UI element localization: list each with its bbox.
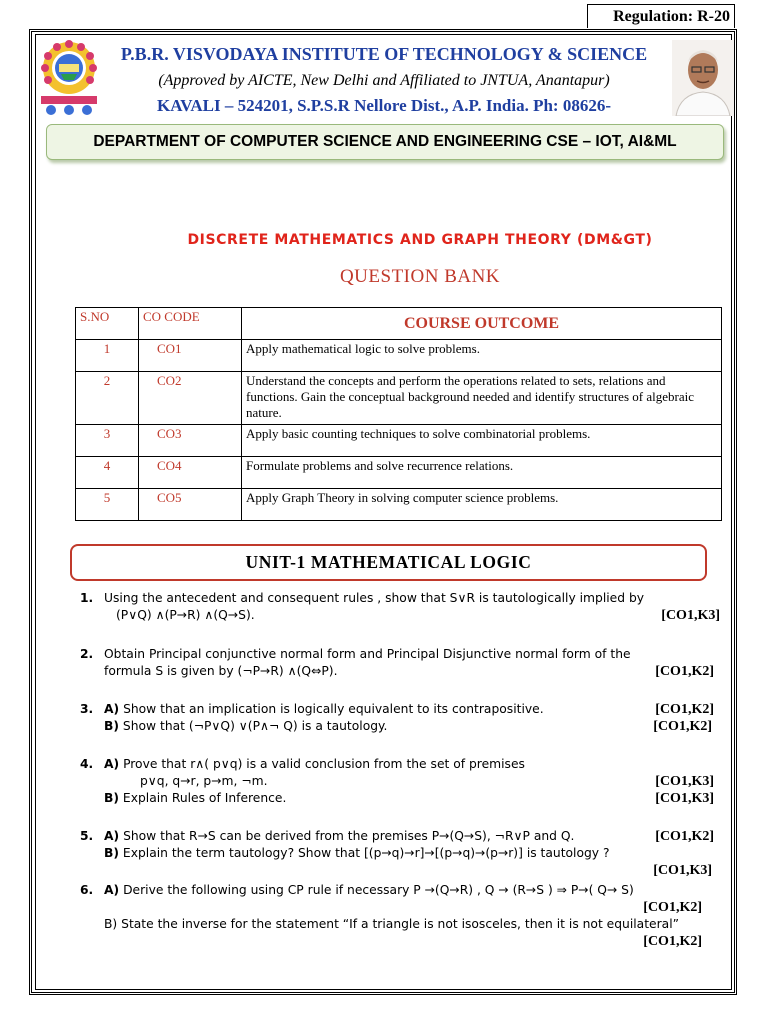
table-row [76, 489, 722, 521]
row-outcome: Apply Graph Theory in solving computer science problems. [242, 489, 722, 521]
question-number: 6. [80, 883, 94, 897]
question-3 [80, 701, 720, 735]
course-outcome-table [75, 307, 722, 521]
co-tag-b: [CO1,K2] [653, 719, 712, 734]
question-6 [80, 882, 720, 949]
part-a-text: Show that R→S can be derived from the premises P→(Q→S), ¬R∨P and Q. [123, 829, 575, 843]
department-banner [46, 124, 724, 160]
institute-address: KAVALI – 524201, S.P.S.R Nellore Dist., A.P. India. Ph: 08626- [156, 96, 612, 115]
part-a-label: A) [104, 883, 120, 897]
part-b-label: B) [104, 846, 119, 860]
question-text-cont: (P∨Q) ∧(P→R) ∧(Q→S). [116, 608, 255, 622]
question-number: 1. [80, 591, 94, 605]
part-b-label: B) [104, 791, 119, 805]
question-text: Using the antecedent and consequent rules , show that S∨R is tautologically implied by [104, 591, 645, 605]
row-sno: 4 [76, 457, 139, 489]
table-row [76, 340, 722, 372]
question-5 [80, 828, 720, 878]
co-tag-b: [CO1,K3] [653, 863, 712, 878]
part-a-premises: p∨q, q→r, p→m, ¬m. [140, 774, 268, 788]
header-course-outcome: COURSE OUTCOME [242, 308, 722, 340]
row-outcome: Formulate problems and solve recurrence relations. [242, 457, 722, 489]
question-number: 4. [80, 757, 94, 771]
part-b-text: Show that (¬P∨Q) ∨(P∧¬ Q) is a tautology. [122, 719, 388, 733]
co-tag-a: [CO1,K3] [655, 774, 714, 789]
part-a-label: A) [104, 757, 120, 771]
row-sno: 2 [76, 372, 139, 425]
co-tag-a: [CO1,K2] [655, 702, 714, 717]
row-outcome: Understand the concepts and perform the operations related to sets, relations and functions. Gain the conceptual background needed and identify structures of algebraic nature. [242, 372, 722, 425]
row-outcome: Apply basic counting techniques to solve combinatorial problems. [242, 425, 722, 457]
question-1 [80, 590, 720, 624]
row-co-code: CO3 [139, 425, 242, 457]
row-sno: 3 [76, 425, 139, 457]
subject-title: DISCRETE MATHEMATICS AND GRAPH THEORY (DM&GT) [187, 232, 653, 248]
department-title: DEPARTMENT OF COMPUTER SCIENCE AND ENGINEERING CSE – IOT, AI&ML [93, 133, 677, 150]
co-tag-a: [CO1,K2] [643, 900, 702, 915]
institute-approval: (Approved by AICTE, New Delhi and Affiliated to JNTUA, Anantapur) [158, 72, 610, 89]
question-number: 3. [80, 702, 94, 716]
part-a-label: A) [104, 702, 120, 716]
unit-title-box [70, 544, 707, 581]
question-number: 2. [80, 647, 94, 661]
row-co-code: CO1 [139, 340, 242, 372]
question-text: Obtain Principal conjunctive normal form and Principal Disjunctive normal form of the [104, 647, 631, 661]
co-tag-a: [CO1,K2] [655, 829, 714, 844]
table-row [76, 372, 722, 425]
question-text-cont: formula S is given by (¬P→R) ∧(Q⇔P). [104, 664, 338, 678]
row-co-code: CO2 [139, 372, 242, 425]
table-header-row [76, 308, 722, 340]
regulation-label: Regulation: R-20 [587, 4, 735, 28]
row-sno: 5 [76, 489, 139, 521]
part-a-text: Show that an implication is logically equivalent to its contrapositive. [123, 702, 544, 716]
part-b-text: Explain Rules of Inference. [122, 791, 287, 805]
part-b-label: B) [104, 719, 119, 733]
co-tag-b: [CO1,K2] [643, 934, 702, 949]
part-b-text: Explain the term tautology? Show that [(p→q)→r]→[(p→q)→(p→r)] is tautology ? [122, 846, 610, 860]
table-row [76, 457, 722, 489]
row-outcome: Apply mathematical logic to solve problems. [242, 340, 722, 372]
co-tag-b: [CO1,K3] [655, 791, 714, 806]
row-co-code: CO4 [139, 457, 242, 489]
question-number: 5. [80, 829, 94, 843]
table-row [76, 425, 722, 457]
question-4 [80, 756, 720, 807]
row-co-code: CO5 [139, 489, 242, 521]
part-b-text: B) State the inverse for the statement “If a triangle is not isosceles, then it is not equilateral” [104, 917, 679, 931]
unit-title: UNIT-1 MATHEMATICAL LOGIC [245, 552, 532, 572]
co-tag: [CO1,K3] [661, 608, 720, 623]
part-a-text: Prove that r∧( p∨q) is a valid conclusion from the set of premises [123, 757, 525, 771]
row-sno: 1 [76, 340, 139, 372]
part-a-text: Derive the following using CP rule if necessary P →(Q→R) , Q → (R→S ) ⇒ P→( Q→ S) [123, 883, 634, 897]
question-bank-title: QUESTION BANK [339, 266, 501, 287]
institute-name: P.B.R. VISVODAYA INSTITUTE OF TECHNOLOGY & SCIENCE [120, 44, 648, 64]
question-2 [80, 646, 720, 680]
header-sno: S.NO [76, 308, 139, 340]
co-tag: [CO1,K2] [655, 664, 714, 679]
header-co-code: CO CODE [139, 308, 242, 340]
part-a-label: A) [104, 829, 120, 843]
